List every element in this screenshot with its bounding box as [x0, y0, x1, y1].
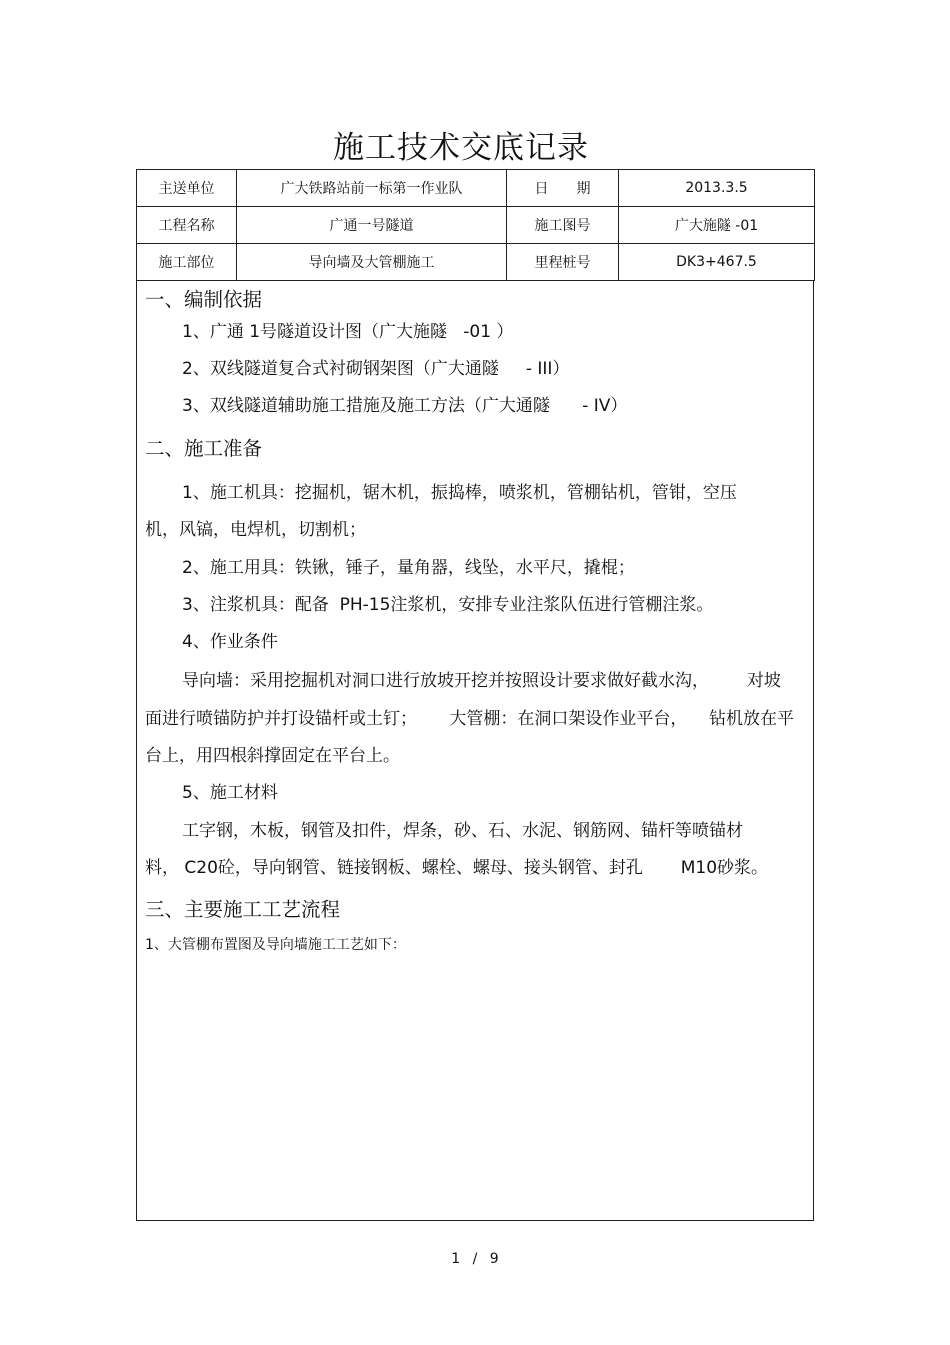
table-row	[137, 207, 815, 244]
basis-item: 1、广通 1号隧道设计图（广大施隧 -01 ）	[182, 322, 514, 342]
prep-line: 机，风镐，电焊机，切割机；	[145, 520, 366, 540]
value-chainage: DK3+467.5	[619, 244, 815, 281]
content-box	[136, 280, 814, 1221]
table-row	[137, 170, 815, 207]
prep-line: 工字钢，木板，钢管及扣件，焊条，砂、石、水泥、钢筋网、锚杆等喷锚材	[182, 821, 743, 841]
prep-line: 2、施工用具：铁锹，锤子，量角器，线坠，水平尺，撬棍；	[182, 558, 635, 578]
table-row	[137, 244, 815, 281]
prep-line: 3、注浆机具：配备 PH-15注浆机，安排专业注浆队伍进行管棚注浆。	[182, 595, 714, 615]
label-project-name: 工程名称	[137, 207, 237, 244]
prep-line: 面进行喷锚防护并打设锚杆或土钉； 大管棚：在洞口架设作业平台， 钻机放在平	[145, 709, 795, 729]
prep-line: 料， C20砼，导向钢管、链接钢板、螺栓、螺母、接头钢管、封孔 M10砂浆。	[145, 858, 769, 878]
section-heading-process: 三、主要施工工艺流程	[145, 898, 341, 921]
section-heading-basis: 一、编制依据	[145, 288, 263, 311]
basis-item: 3、双线隧道辅助施工措施及施工方法（广大通隧 - IV）	[182, 396, 628, 416]
prep-line: 4、作业条件	[182, 632, 278, 652]
value-work-part: 导向墙及大管棚施工	[237, 244, 507, 281]
value-recipient: 广大铁路站前一标第一作业队	[237, 170, 507, 207]
prep-line: 导向墙：采用挖掘机对洞口进行放坡开挖并按照设计要求做好截水沟， 对坡	[182, 671, 781, 691]
basis-item: 2、双线隧道复合式衬砌钢架图（广大通隧 - III）	[182, 359, 570, 379]
prep-line: 1、施工机具：挖掘机，锯木机，振捣棒，喷浆机，管棚钻机，管钳，空压	[182, 483, 737, 503]
process-note: 1、大管棚布置图及导向墙施工工艺如下：	[145, 937, 406, 953]
prep-line: 5、施工材料	[182, 783, 278, 803]
label-drawing-no: 施工图号	[507, 207, 619, 244]
value-project-name: 广通一号隧道	[237, 207, 507, 244]
label-work-part: 施工部位	[137, 244, 237, 281]
prep-line: 台上，用四根斜撑固定在平台上。	[145, 746, 400, 766]
section-heading-preparation: 二、施工准备	[145, 437, 263, 460]
label-chainage: 里程桩号	[507, 244, 619, 281]
label-date: 日 期	[507, 170, 619, 207]
label-recipient: 主送单位	[137, 170, 237, 207]
info-table	[136, 169, 815, 281]
value-drawing-no: 广大施隧 -01	[619, 207, 815, 244]
page-number: 1 / 9	[451, 1251, 499, 1267]
document-title: 施工技术交底记录	[333, 130, 589, 166]
value-date: 2013.3.5	[619, 170, 815, 207]
